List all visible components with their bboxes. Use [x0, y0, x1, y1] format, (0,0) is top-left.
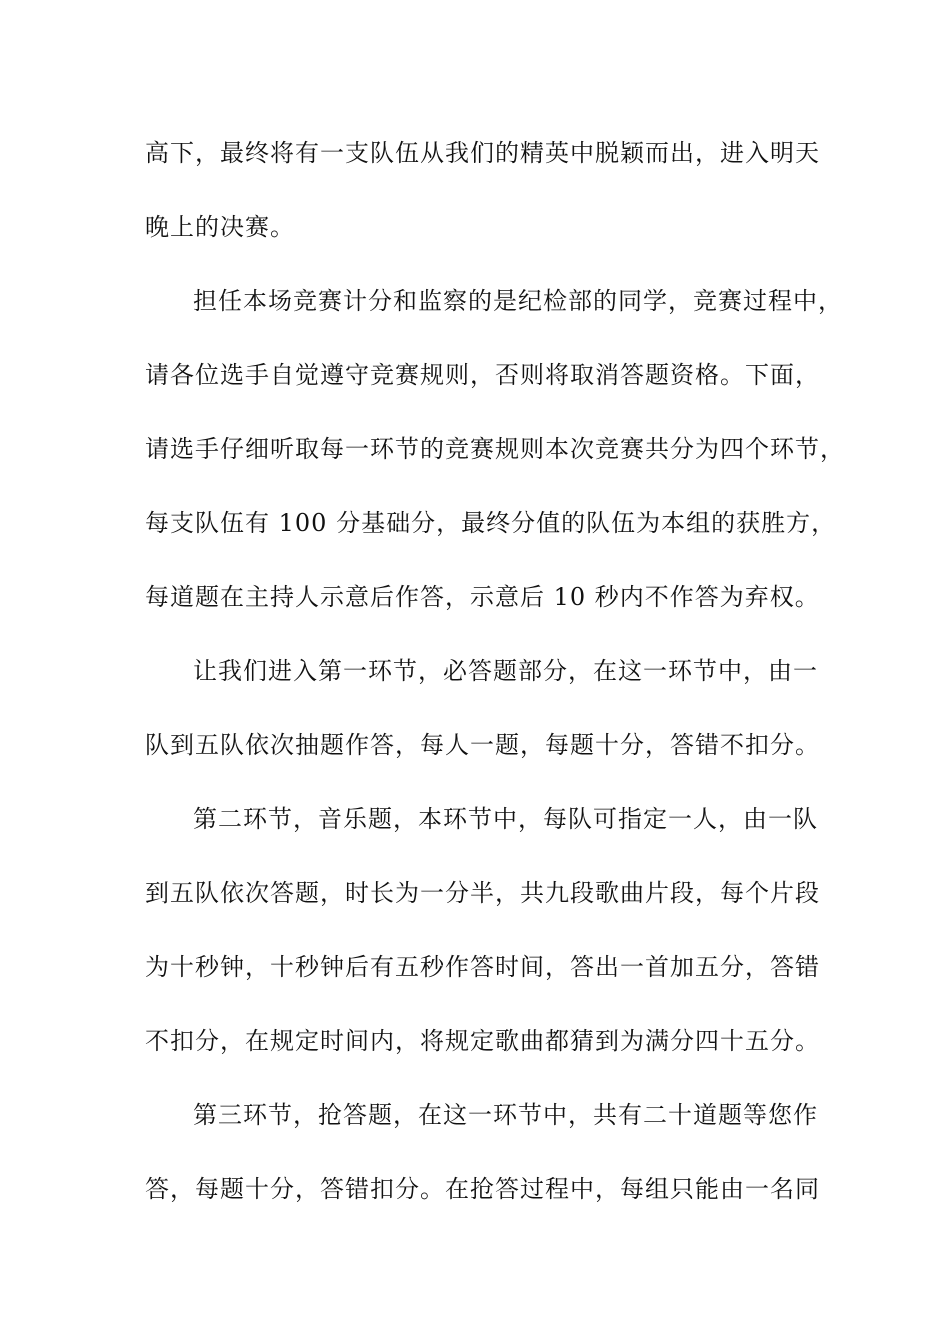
text-line: 每道题在主持人示意后作答，示意后 10 秒内不作答为弃权。	[145, 583, 820, 611]
text-line: 答，每题十分，答错扣分。在抢答过程中，每组只能由一名同	[145, 1175, 820, 1203]
paragraph-start-line: 第二环节，音乐题，本环节中，每队可指定一人，由一队	[193, 805, 818, 833]
text-line: 为十秒钟，十秒钟后有五秒作答时间，答出一首加五分，答错	[145, 953, 820, 981]
paragraph-start-line: 担任本场竞赛计分和监察的是纪检部的同学，竞赛过程中，	[193, 287, 843, 315]
text-line: 晚上的决赛。	[145, 213, 295, 241]
paragraph-start-line: 让我们进入第一环节，必答题部分，在这一环节中，由一	[193, 657, 818, 685]
paragraph-start-line: 第三环节，抢答题，在这一环节中，共有二十道题等您作	[193, 1101, 818, 1129]
text-line: 不扣分，在规定时间内，将规定歌曲都猜到为满分四十五分。	[145, 1027, 820, 1055]
text-line: 到五队依次答题，时长为一分半，共九段歌曲片段，每个片段	[145, 879, 820, 907]
text-line: 请选手仔细听取每一环节的竞赛规则本次竞赛共分为四个环节，	[145, 435, 845, 463]
text-line: 队到五队依次抽题作答，每人一题，每题十分，答错不扣分。	[145, 731, 820, 759]
text-line: 高下，最终将有一支队伍从我们的精英中脱颖而出，进入明天	[145, 139, 820, 167]
text-line: 每支队伍有 100 分基础分，最终分值的队伍为本组的获胜方，	[145, 509, 837, 537]
text-line: 请各位选手自觉遵守竞赛规则，否则将取消答题资格。下面，	[145, 361, 820, 389]
